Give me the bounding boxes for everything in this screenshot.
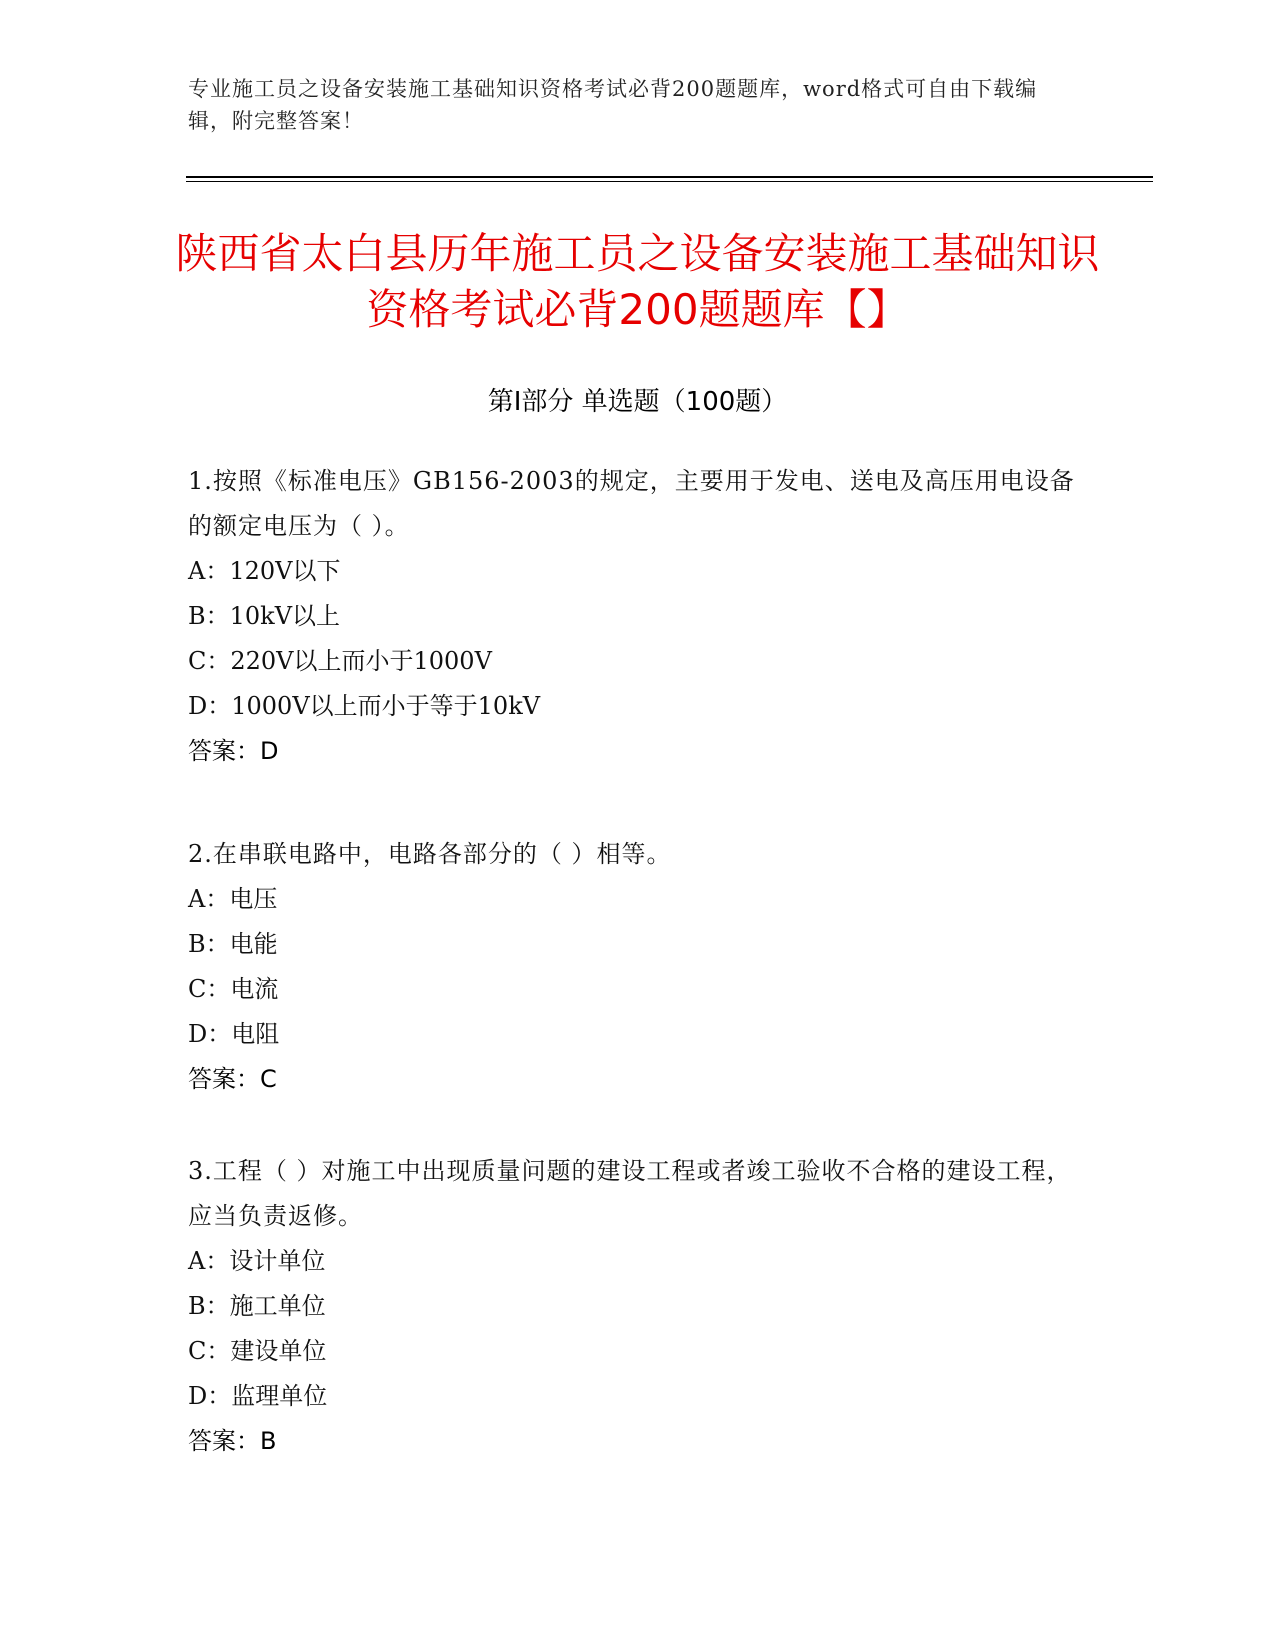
header-divider-thin: [186, 181, 1153, 182]
option-b: B：电能: [188, 930, 278, 958]
option-b: B：10kV以上: [188, 602, 341, 630]
option-d: D：监理单位: [188, 1382, 328, 1410]
option-a: A：电压: [188, 885, 278, 913]
option-c: C：电流: [188, 975, 279, 1003]
question-3: [188, 1149, 1088, 1464]
answer: 答案：C: [188, 1065, 277, 1093]
option-b: B：施工单位: [188, 1292, 326, 1320]
answer: 答案：B: [188, 1427, 277, 1455]
header-divider-thick: [186, 176, 1153, 178]
document-title: 陕西省太白县历年施工员之设备安装施工基础知识资格考试必背200题题库【】: [175, 229, 1100, 334]
question-2: [188, 832, 1088, 1102]
option-c: C：建设单位: [188, 1337, 327, 1365]
question-stem: 1.按照《标准电压》GB156-2003的规定，主要用于发电、送电及高压用电设备的额定电压为（ ）。: [188, 467, 1075, 540]
option-a: A：120V以下: [188, 557, 341, 585]
question-stem: 3.工程（ ）对施工中出现质量问题的建设工程或者竣工验收不合格的建设工程，应当负责返修。: [188, 1157, 1072, 1230]
option-c: C：220V以上而小于1000V: [188, 647, 492, 675]
section-title: 第I部分 单选题（100题）: [487, 387, 788, 417]
option-d: D：电阻: [188, 1020, 280, 1048]
header-note: 专业施工员之设备安装施工基础知识资格考试必背200题题库，word格式可自由下载编辑，附完整答案！: [188, 77, 1038, 133]
answer: 答案：D: [188, 737, 279, 765]
option-a: A：设计单位: [188, 1247, 326, 1275]
question-1: [188, 459, 1088, 774]
question-stem: 2.在串联电路中，电路各部分的（ ）相等。: [188, 840, 672, 868]
option-d: D：1000V以上而小于等于10kV: [188, 692, 541, 720]
